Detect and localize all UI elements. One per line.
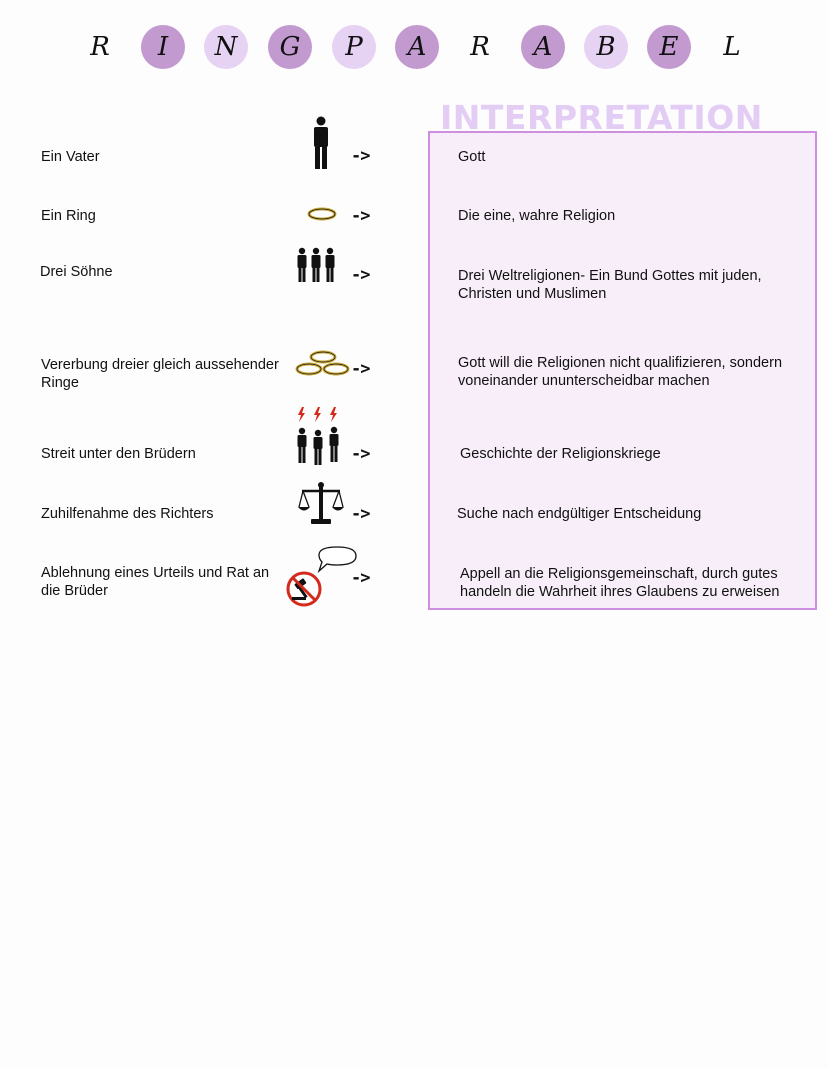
arrow: -> (351, 504, 370, 524)
meaning-text: Geschichte der Religionskriege (460, 446, 661, 462)
no-verdict-icon (285, 545, 359, 609)
title-letter-2: I (141, 25, 185, 69)
meaning-text: Suche nach endgültiger Entscheidung (457, 506, 702, 522)
term-text: Ablehnung eines Urteils und Rat an die Brüder (41, 565, 270, 599)
term-text: Vererbung dreier gleich aussehender Ringe (41, 357, 279, 391)
arrow: -> (351, 146, 370, 166)
term-text: Drei Söhne (40, 264, 113, 280)
ring-icon (307, 207, 337, 221)
meaning-text: Drei Weltreligionen- Ein Bund Gottes mit juden, Christen und Muslimen (458, 268, 762, 302)
three-rings-icon (294, 349, 352, 379)
term-text: Ein Ring (41, 208, 96, 224)
title-letter-5: P (332, 25, 376, 69)
term-text: Streit unter den Brüdern (41, 446, 196, 462)
arrow: -> (351, 359, 370, 379)
title-letter-11: L (723, 32, 741, 62)
meaning-text: Gott (458, 149, 486, 165)
meaning-text: Gott will die Religionen nicht qualifizieren, sondern voneinander ununterscheidbar machen (458, 355, 783, 389)
title-letter-7: R (470, 32, 490, 62)
scales-icon (298, 481, 344, 525)
title-letter-8: A (521, 25, 565, 69)
term-text: Zuhilfenahme des Richters (41, 506, 214, 522)
arrow: -> (351, 568, 370, 588)
term-text: Ein Vater (41, 149, 100, 165)
title-letter-3: N (204, 25, 248, 69)
arrow: -> (351, 444, 370, 464)
meaning-text: Die eine, wahre Religion (458, 208, 616, 224)
title-letter-4: G (268, 25, 312, 69)
title-letter-9: B (584, 25, 628, 69)
arrow: -> (351, 265, 370, 285)
arrow: -> (351, 206, 370, 226)
three-sons-icon (296, 247, 338, 283)
meaning-text: Appell an die Religionsgemeinschaft, durch gutes handeln die Wahrheit ihres Glaubens zu erweisen (460, 566, 780, 600)
quarrel-icon (296, 407, 342, 465)
title-letter-1: R (90, 32, 110, 62)
title-banner (74, 25, 758, 71)
title-letter-6: A (395, 25, 439, 69)
interpretation-heading: INTERPRETATION (440, 98, 763, 137)
father-figure-icon (310, 116, 332, 170)
title-letter-10: E (647, 25, 691, 69)
